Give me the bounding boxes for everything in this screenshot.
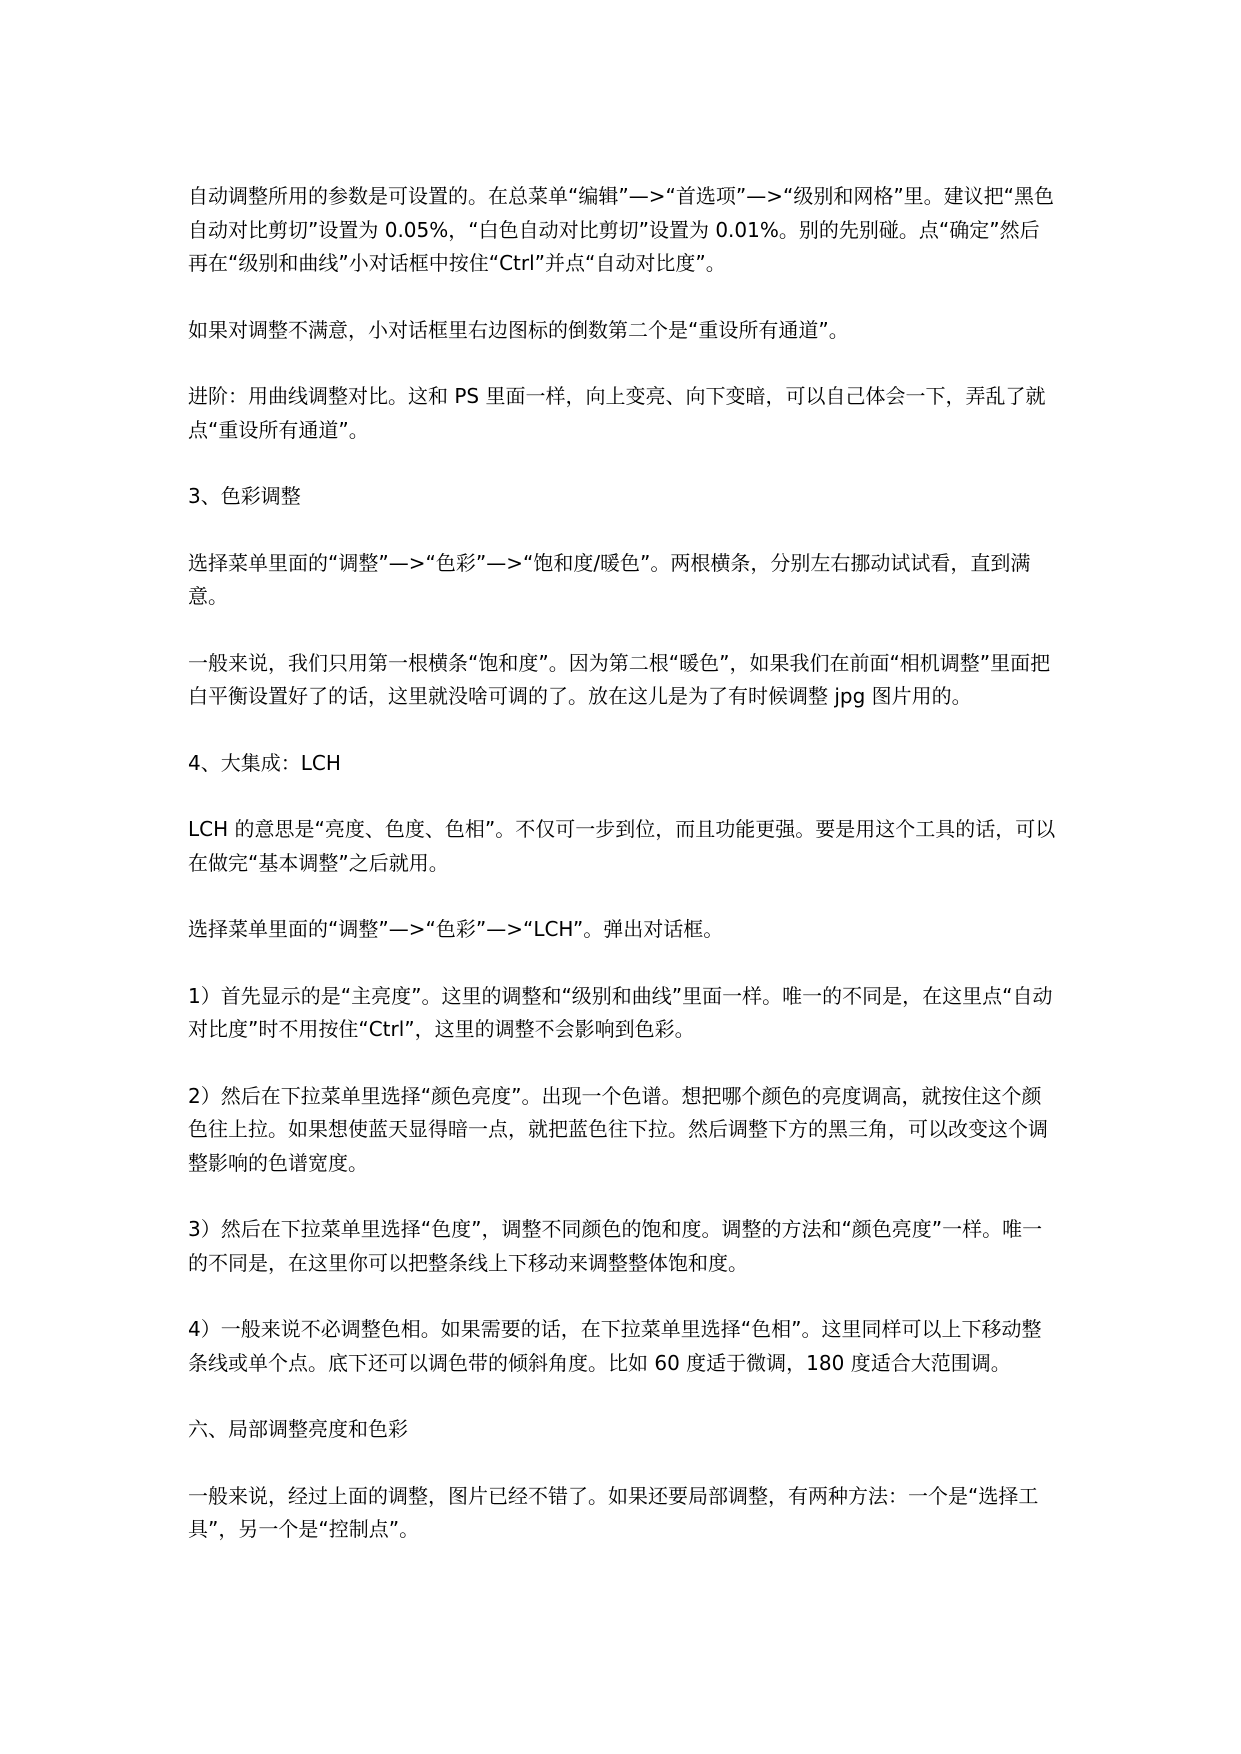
section-heading-local-adjust: 六、局部调整亮度和色彩 bbox=[188, 1417, 408, 1441]
paragraph-lch-step-1: 1）首先显示的是“主亮度”。这里的调整和“级别和曲线”里面一样。唯一的不同是，在这里点“自动对比度”时不用按住“Ctrl”，这里的调整不会影响到色彩。 bbox=[188, 983, 1053, 1041]
section-heading-lch: 4、大集成：LCH bbox=[188, 750, 341, 775]
paragraph-lch-meaning: LCH 的意思是“亮度、色度、色相”。不仅可一步到位，而且功能更强。要是用这个工具的话，可以在做完“基本调整”之后就用。 bbox=[188, 817, 1056, 875]
paragraph-saturation-usage: 一般来说，我们只用第一根横条“饱和度”。因为第二根“暖色”，如果我们在前面“相机调整”里面把白平衡设置好了的话，这里就没啥可调的了。放在这儿是为了有时候调整 jpg 图片用的。 bbox=[188, 650, 1051, 708]
paragraph-auto-adjust-settings: 自动调整所用的参数是可设置的。在总菜单“编辑”—>“首选项”—>“级别和网格”里。建议把“黑色自动对比剪切”设置为 0.05%，“白色自动对比剪切”设置为 0.01%。别的先别碰。点“确定”然后再在“级别和曲线”小对话框中按住“Ctrl”并点“自动对比度”。 bbox=[188, 184, 1055, 275]
paragraph-local-adjust-methods: 一般来说，经过上面的调整，图片已经不错了。如果还要局部调整，有两种方法：一个是“选择工具”，另一个是“控制点”。 bbox=[188, 1483, 1039, 1541]
paragraph-lch-step-2: 2）然后在下拉菜单里选择“颜色亮度”。出现一个色谱。想把哪个颜色的亮度调高，就按住这个颜色往上拉。如果想使蓝天显得暗一点，就把蓝色往下拉。然后调整下方的黑三角，可以改变这个调整影响的色谱宽度。 bbox=[188, 1083, 1048, 1175]
document-page bbox=[188, 180, 1058, 1547]
paragraph-advanced-curves: 进阶：用曲线调整对比。这和 PS 里面一样，向上变亮、向下变暗，可以自己体会一下，弄乱了就点“重设所有通道”。 bbox=[188, 384, 1046, 442]
paragraph-lch-menu: 选择菜单里面的“调整”—>“色彩”—>“LCH”。弹出对话框。 bbox=[188, 917, 724, 941]
paragraph-lch-step-4: 4）一般来说不必调整色相。如果需要的话，在下拉菜单里选择“色相”。这里同样可以上下移动整条线或单个点。底下还可以调色带的倾斜角度。比如 60 度适于微调，180 度适合大范围调。 bbox=[188, 1317, 1042, 1375]
paragraph-reset-channels: 如果对调整不满意，小对话框里右边图标的倒数第二个是“重设所有通道”。 bbox=[188, 317, 849, 342]
paragraph-lch-step-3: 3）然后在下拉菜单里选择“色度”，调整不同颜色的饱和度。调整的方法和“颜色亮度”一样。唯一的不同是，在这里你可以把整条线上下移动来调整整体饱和度。 bbox=[188, 1217, 1043, 1275]
paragraph-saturation-warmth: 选择菜单里面的“调整”—>“色彩”—>“饱和度/暖色”。两根横条，分别左右挪动试试看，直到满意。 bbox=[188, 550, 1031, 608]
section-heading-color-adjust: 3、色彩调整 bbox=[188, 484, 301, 508]
